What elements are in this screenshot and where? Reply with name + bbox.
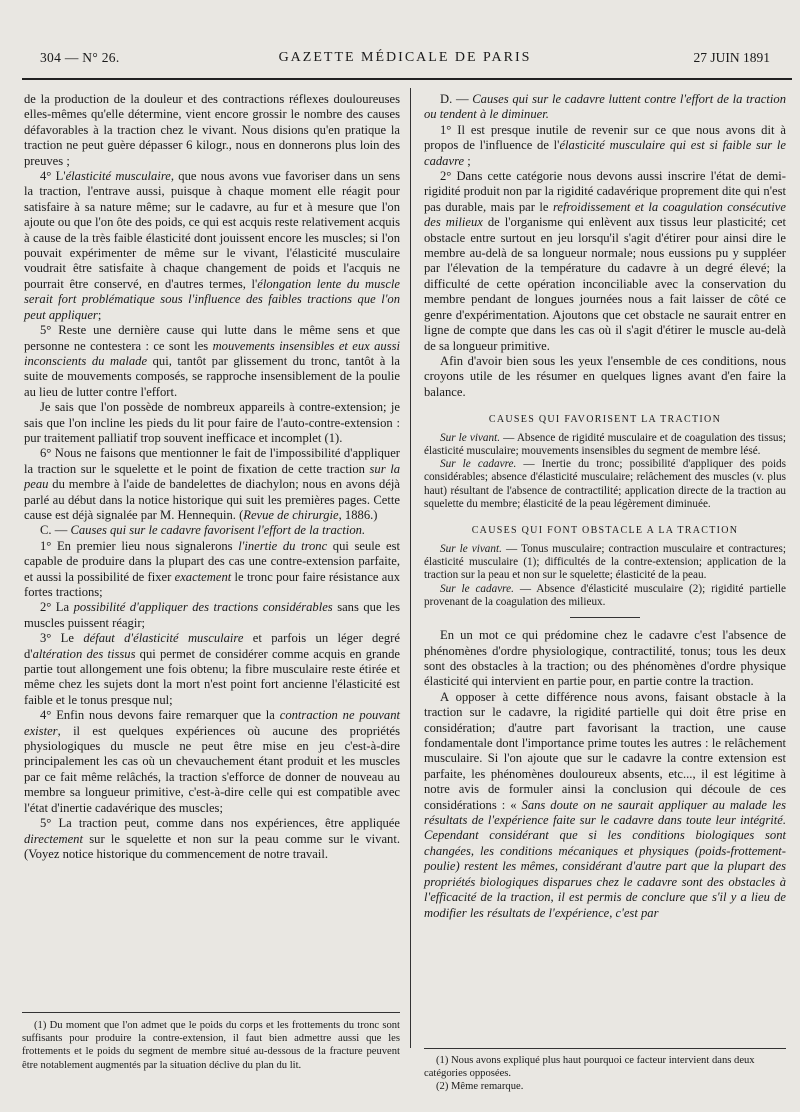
- paragraph: Afin d'avoir bien sous les yeux l'ensemble de ces conditions, nous croyons utile de les résumer en quelques lignes avant d'en faire la balance.: [424, 353, 786, 399]
- paragraph: de la production de la douleur et des contractions réflexes douloureuses elles-mêmes qu'elle détermine, vient encore grossir le nombre des causes défavorables à la traction chez le vivant. Nous disions qu'en pratique la traction ne peut guère dépasser 6 kilogr., nous en donnerons plus loin des preuves ;: [24, 92, 400, 168]
- footnote-left: [22, 1012, 400, 1072]
- footnote: (1) Du moment que l'on admet que le poids du corps et les frottements du tronc sont suffisants pour produire la contre-extension, il faut bien admettre aussi que les frottements et le poids du segment de membre situé au-dessous de la fracture peuvent être notablement augmentés par la situation déclive du plan du lit.: [22, 1020, 400, 1071]
- paragraph: 1° En premier lieu nous signalerons l'inertie du tronc qui seule est capable de produire dans la plupart des cas une contre-extension parfaite, et aussi la possibilité de fixer exactement le tronc pour faire résistance aux fortes tractions;: [24, 538, 400, 599]
- header-rule: [22, 78, 792, 80]
- section-rule: [570, 617, 640, 618]
- paragraph: A opposer à cette différence nous avons, faisant obstacle à la traction sur le cadavre, la rigidité partielle qui doit être prise en considération; d'autre part favorisant la traction, une cause fondamentale dont l'importance prime toutes les autres : le relâchement musculaire. Si l'on ajoute que sur le cadavre la contre extension est parfaite, les phénomènes douloureux absents, etc..., il est légitime à notre avis de formuler ainsi la conclusion qui découle de ces considérations : « Sans doute on ne saurait appliquer au malade les résultats de l'expérience faite sur le cadavre dans toute leur intégrité. Cependant considérant que si les conditions biologiques sont changées, les conditions mécaniques et physiques (poids-frottement-poulie) restent les mêmes, considérant d'autre part que la plupart des propriétés biologiques disparues chez le cadavre sont des obstacles à l'efficacité de la traction, il est permis de conclure que s'il y a lieu de modifier les résultats de l'expérience, c'est par: [424, 689, 786, 920]
- subheading-obstacles: CAUSES QUI FONT OBSTACLE A LA TRACTION: [471, 525, 739, 537]
- section-heading: D. — Causes qui sur le cadavre luttent contre l'effort de la traction ou tendent à le diminuer.: [424, 92, 786, 122]
- page-number: 304 — N° 26.: [40, 50, 120, 65]
- column-divider: [410, 88, 411, 1048]
- footnote: (2) Même remarque.: [436, 1081, 524, 1093]
- paragraph: 3° Le défaut d'élasticité musculaire et parfois un léger degré d'altération des tissus qui permet de considérer comme acquis en grande partie tout allongement une fois obtenu; la fibre musculaire reste étirée et même chez les sujets dont la mort n'est point fort ancienne l'élasticité est faible et le tonus presque nul;: [24, 631, 400, 707]
- footnotes-right: [424, 1048, 786, 1094]
- paragraph: 5° Reste une dernière cause qui lutte dans le même sens et que personne ne contestera : ce sont les mouvements insensibles et eux aussi inconscients du malade qui, tantôt par glissement du tronc, tantôt à la suite de mouvements composés, se rapproche insensiblement de la poulie au lieu de lutter contre l'effort.: [24, 323, 400, 399]
- summary-item: Sur le cadavre. — Inertie du tronc; possibilité d'appliquer des poids considérables; absence d'élasticité musculaire; relâchement des muscles (v. plus haut) résultant de l'absence de contractilité; application directe de la traction au squelette du membre; élasticité de la peau légèrement diminuée.: [424, 458, 787, 511]
- summary-item: Sur le cadavre. — Absence d'élasticité musculaire (2); rigidité partielle provenant de la coagulation des milieux.: [424, 582, 787, 608]
- paragraph: En un mot ce qui prédomine chez le cadavre c'est l'absence de phénomènes d'ordre physiologique, contractilité, tonus; tous les deux sont des obstacles à la traction; ou des phénomènes d'ordre physique élasticité qui intervient en partie pour, en partie contre la traction.: [424, 628, 786, 689]
- right-column: [424, 92, 786, 921]
- section-heading: C. — Causes qui sur le cadavre favorisent l'effort de la traction.: [40, 523, 366, 538]
- subheading-favorable: CAUSES QUI FAVORISENT LA TRACTION: [488, 414, 722, 426]
- summary-item: Sur le vivant. — Absence de rigidité musculaire et de coagulation des tissus; élasticité musculaire; mouvements insensibles du segment de membre lésé.: [424, 431, 786, 457]
- paragraph: 2° Dans cette catégorie nous devons aussi inscrire l'état de demi-rigidité produit non par la rigidité cadavérique proprement dite qui n'est pas durable, mais par le refroidissement et la coagulation consécutive des milieux de l'organisme qui enlèvent aux tissus leur plasticité; cet obstacle entre surtout en jeu lorsqu'il s'agit d'étirer pour ainsi dire le membre au-delà de sa longueur normale; nous eussions pu y suppléer par l'élevation de la température du cadavre à un degré élevé; la difficulté de cette opération inconciliable avec la conservation du membre pendant de longues journées nous a fait laisser de côté ce genre d'expérimentation. Ajoutons que cet obstacle ne saurait entrer en ligne de compte que dans les cas où il s'agit d'étirer le muscle au-delà de sa longueur primitive.: [424, 169, 786, 353]
- summary-item: Sur le vivant. — Tonus musculaire; contraction musculaire et contractures; élasticité musculaire (1); difficultés de la contre-extension; application de la traction sur la peau et non sur le squelette; élasticité de la peau.: [424, 542, 786, 582]
- paragraph: 4° L'élasticité musculaire, que nous avons vue favoriser dans un sens la traction, l'entrave aussi, puisque à chaque moment elle réagit pour satisfaire à sa nature même; sur le cadavre, au fur et à mesure que l'on ajoute ou que l'on ôte des poids, ce qui est acquis reste relativement acquis à cause de la très faible élasticité dont jouissent encore les muscles; si l'on pouvait expérimenter de même sur le vivant, l'élasticité musculaire voudrait être satisfaite à chaque changement de poids et l'acquis ne pourrait être conservé, en d'autres termes, l'élongation lente du muscle serait fort problématique sous l'influence des faibles tractions que l'on peut appliquer;: [24, 169, 401, 322]
- journal-title: GAZETTE MÉDICALE DE PARIS: [278, 50, 532, 65]
- left-column: [24, 92, 400, 862]
- footnote: (1) Nous avons expliqué plus haut pourquoi ce facteur intervient dans deux catégories opposées.: [424, 1055, 755, 1080]
- issue-date: 27 JUIN 1891: [693, 50, 770, 65]
- paragraph: 6° Nous ne faisons que mentionner le fait de l'impossibilité d'appliquer la traction sur le squelette et le point de fixation de cette traction sur la peau du membre à l'aide de bandelettes de diachylon; nous en avons déjà parlé au début dans la notice historique qui suit les premières pages. Cette cause est déjà signalée par M. Hennequin. (Revue de chirurgie, 1886.): [24, 446, 401, 522]
- paragraph: 2° La possibilité d'appliquer des tractions considérables sans que les muscles puissent réagir;: [24, 600, 400, 630]
- paragraph: Je sais que l'on possède de nombreux appareils à contre-extension; je sais que l'on incline les pieds du lit pour faire de l'auto-contre-extension : pur traitement palliatif trop souvent inefficace et incomplet (1).: [24, 400, 400, 445]
- paragraph: 5° La traction peut, comme dans nos expériences, être appliquée directement sur le squelette et non sur la peau comme sur le vivant. (Voyez notice historique du commencement de notre travail.: [24, 816, 400, 861]
- paragraph: 1° Il est presque inutile de revenir sur ce que nous avons dit à propos de l'influence de l'élasticité musculaire qui est si faible sur le cadavre ;: [424, 122, 786, 168]
- paragraph: 4° Enfin nous devons faire remarquer que la contraction ne pouvant exister, il est quelques expériences où aucune des propriétés physiologiques du muscle ne peut être mise en jeu c'est-à-dire principalement les cas où un chevauchement étant produit et les muscles par ce fait même relâchés, la traction s'efforce de donner de nouveau au membre sa longueur primitive, c'est-à-dire celle qui est compatible avec l'état d'inertie cadavérique des muscles;: [24, 708, 400, 815]
- page-header: [40, 50, 770, 72]
